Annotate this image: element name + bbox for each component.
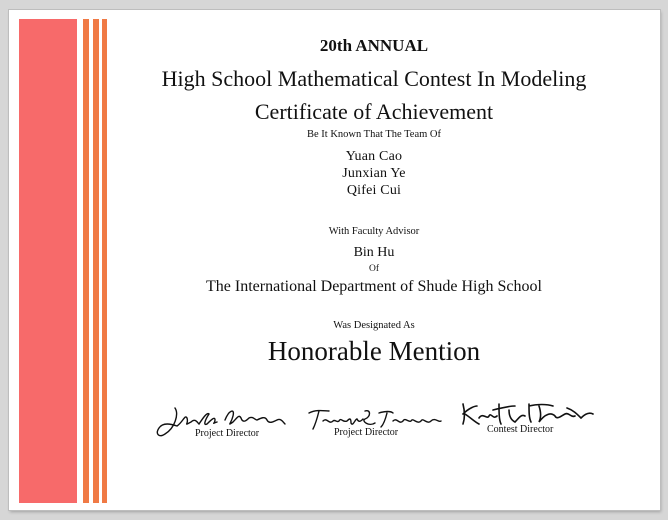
certificate-page [9,10,660,510]
team-member-name: Qifei Cui [346,183,402,198]
decorative-stripe-thin [93,19,99,503]
signature-role: Contest Director [487,424,554,435]
signature-role: Project Director [195,428,260,439]
annual-heading: 20th ANNUAL [319,36,429,55]
decorative-stripe-thin [83,19,89,503]
signature-role: Project Director [334,427,399,438]
award-title: Honorable Mention [267,336,481,366]
certificate-title: Certificate of Achievement [254,99,494,124]
team-member-name: Yuan Cao [345,149,403,164]
decorative-stripe-wide [19,19,77,503]
team-member-name: Junxian Ye [342,166,406,181]
contest-name: High School Mathematical Contest In Modeling [161,66,587,91]
known-line: Be It Known That The Team Of [307,129,441,140]
school-name: The International Department of Shude High School [206,278,542,295]
of-label: Of [368,264,380,274]
faculty-label: With Faculty Advisor [328,226,420,237]
decorative-stripe-thin [102,19,107,503]
designated-label: Was Designated As [333,320,415,331]
advisor-name: Bin Hu [353,245,395,260]
